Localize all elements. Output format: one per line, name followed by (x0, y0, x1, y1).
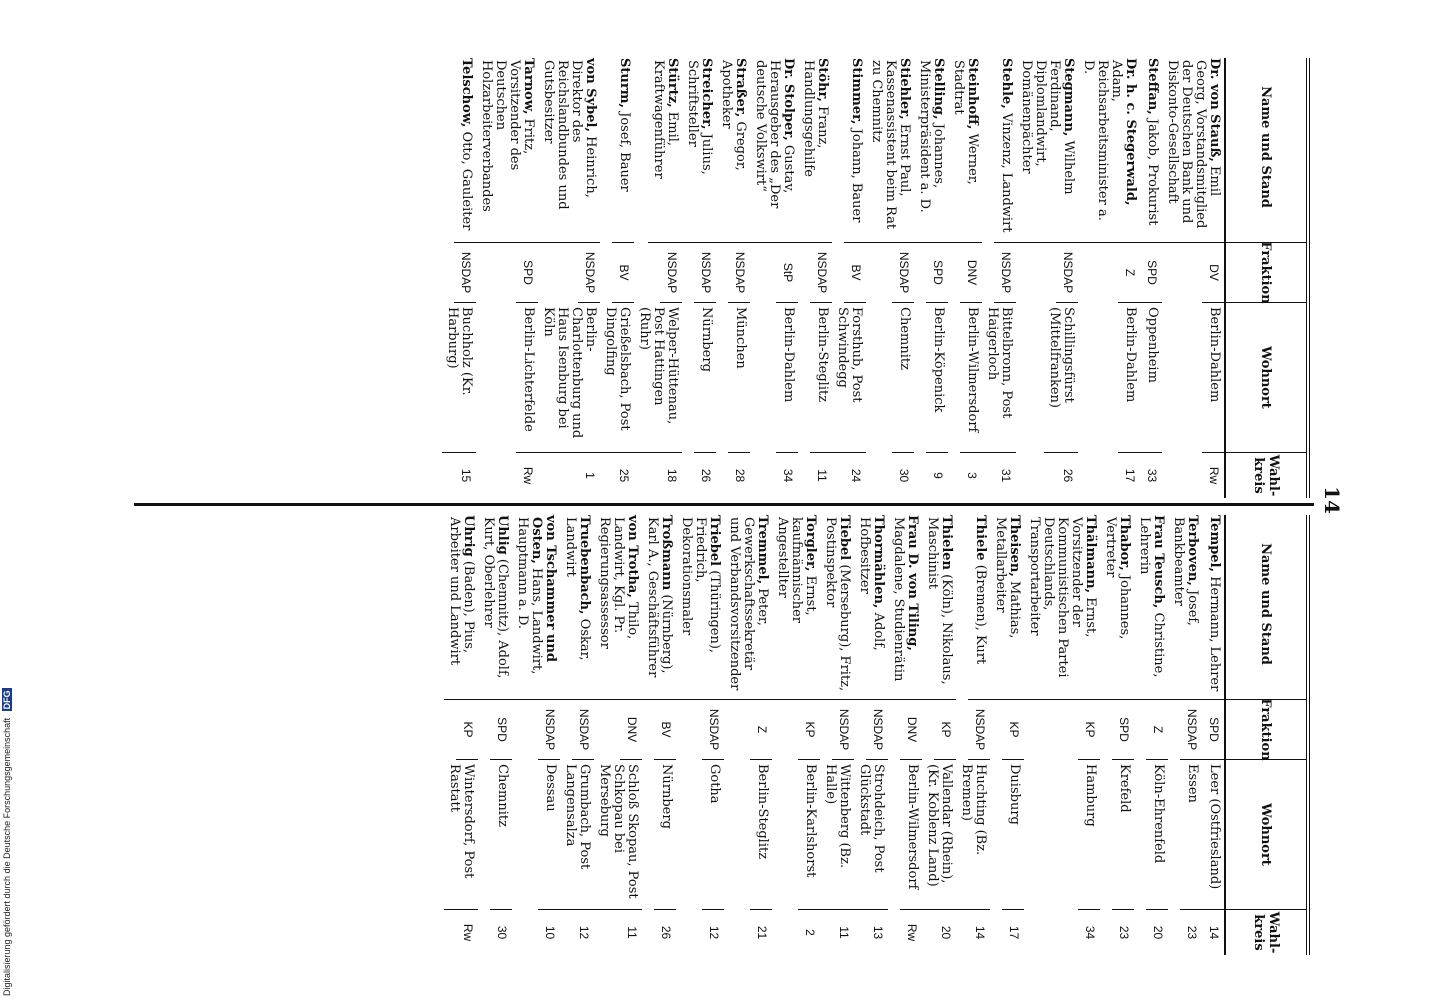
name-cell (922, 515, 956, 700)
wohnort-cell: Welper-Hüttenau, Post Hattingen (Ruhr) (634, 303, 682, 453)
fraktion-cell: Z (1146, 700, 1168, 760)
wahlkreis-cell: 33 (1145, 468, 1159, 483)
table-header (1224, 58, 1306, 498)
wohnort-cell: Wintersdorf, Post Rastatt (444, 760, 478, 910)
name-cell (512, 515, 560, 700)
wahlkreis-cell: 34 (1083, 925, 1097, 940)
table-right (444, 515, 1310, 955)
member-occupation: Franz, Handlungsgehilfe (801, 60, 830, 177)
wohnort-cell: Grießelsbach, Post Dingolfing (600, 303, 634, 453)
member-occupation: Fritz, Vorsitzender des Deutschen Holzarbeiterverbandes (479, 60, 536, 212)
wohnort-cell: Nürnberg (654, 760, 676, 910)
wohnort-cell: Köln-Ehrenfeld (1146, 760, 1168, 910)
wohnort-cell: Nürnberg (694, 303, 716, 453)
table-row (724, 515, 772, 955)
member-occupation: Adam, Reichsarbeitsminister a. D. (1081, 60, 1124, 221)
table-row (888, 515, 922, 955)
member-name: Tiebel (837, 515, 852, 561)
wohnort-cell: Berlin-Dahlem (1118, 303, 1140, 453)
fraktion-cell: NSDAP (994, 243, 1016, 303)
member-name: von Trotha, (625, 515, 640, 598)
wahlkreis-cell: 17 (1123, 468, 1137, 483)
table-row (798, 58, 832, 498)
member-occupation: Gregor, Apotheker (719, 60, 748, 171)
wohnort-cell: Forsthub, Post Schwindegg (832, 303, 866, 453)
name-cell (724, 515, 772, 700)
wohnort-cell: Dessau (538, 760, 560, 910)
member-name: Stiehler, (897, 58, 912, 120)
name-cell (444, 515, 478, 700)
fraktion-cell: BV (654, 700, 676, 760)
table-left (442, 58, 1310, 498)
wahlkreis-cell: 30 (495, 925, 509, 940)
wohnort-cell: Bittelbronn, Post Haigerloch (982, 303, 1016, 453)
name-cell (772, 515, 820, 700)
member-name: Stimmer, (849, 58, 864, 125)
wahlkreis-cell: 26 (1061, 468, 1075, 483)
member-occupation: (Köln), Nikolaus, Maschinist (925, 517, 954, 685)
name-cell (676, 515, 724, 700)
member-name: Stöhr, (815, 58, 830, 102)
member-occupation: Ernst, Vorsitzender der Kommunistischen Partei Deutschlands, Transportarbeiter (1027, 517, 1098, 678)
wahlkreis-cell: 2 (803, 929, 817, 936)
member-occupation: Gustav, Herausgeber des „Der deutsche Volkswirt“ (753, 60, 796, 209)
member-name: Thielen (939, 515, 954, 570)
member-name: von Sybel, (583, 58, 598, 132)
wahlkreis-cell: 23 (1185, 925, 1199, 940)
wahlkreis-cell: 14 (973, 925, 987, 940)
name-cell (454, 58, 476, 243)
member-occupation: Christine, Lehrerin (1137, 517, 1166, 678)
name-cell (1162, 58, 1224, 243)
wahlkreis-cell: 3 (965, 472, 979, 479)
wohnort-cell: Berlin-Lichterfelde (516, 303, 538, 453)
header-fraktion: Fraktion (1226, 243, 1306, 303)
wahlkreis-cell: 12 (707, 925, 721, 940)
table-row (560, 515, 594, 955)
member-occupation: (Baden), Pius, Arbeiter und Landwirt (447, 517, 476, 666)
member-name: Thormählen, (871, 515, 886, 609)
wahlkreis-cell: 13 (871, 925, 885, 940)
wahlkreis-cell: Rw (1207, 466, 1221, 485)
wohnort-cell: Berlin-Karlshorst (798, 760, 820, 910)
name-cell (854, 515, 888, 700)
wahlkreis-cell: 12 (577, 925, 591, 940)
fraktion-cell: NSDAP (538, 700, 560, 760)
member-occupation: Wilhelm Ferdinand, Diplomlandwirt, Domänenpächter (1019, 60, 1076, 195)
fraktion-cell: KP (1002, 700, 1024, 760)
wohnort-cell: Gotha (702, 760, 724, 910)
name-cell (1140, 58, 1162, 243)
wohnort-cell: Wittenberg (Bz. Halle) (820, 760, 854, 910)
member-name: Stehle, (999, 58, 1014, 109)
member-name: Sturm, (617, 58, 632, 108)
table-row (1168, 515, 1202, 955)
name-cell (478, 515, 512, 700)
fraktion-cell: DNV (620, 700, 642, 760)
page-number: 14 (1320, 486, 1344, 514)
table-body (444, 515, 1224, 955)
header-wahlkreis: Wahl-kreis (1251, 454, 1281, 497)
wohnort-cell: Duisburg (1002, 760, 1024, 910)
fraktion-cell: NSDAP (728, 243, 750, 303)
table-row (1100, 515, 1134, 955)
fraktion-cell: NSDAP (1056, 243, 1078, 303)
wahlkreis-cell: 25 (617, 468, 631, 483)
fraktion-cell: NSDAP (454, 243, 476, 303)
wohnort-cell: Hamburg (1078, 760, 1100, 910)
name-cell (820, 515, 854, 700)
wohnort-cell: Chemnitz (490, 760, 512, 910)
fraktion-cell: NSDAP (702, 700, 724, 760)
member-name: Theisen, (1007, 515, 1022, 577)
member-occupation: Johannes, Vertreter (1103, 517, 1132, 640)
dfg-credit (2, 6, 12, 996)
fraktion-cell: SPD (1112, 700, 1134, 760)
member-occupation: Julius, Schriftsteller (685, 60, 714, 175)
wohnort-cell: Chemnitz (892, 303, 914, 453)
wahlkreis-cell: 21 (755, 925, 769, 940)
name-cell (798, 58, 832, 243)
member-name: Frau Teusch, (1151, 515, 1166, 609)
member-occupation: Hans, Landwirt, Hauptmann a. D. (515, 517, 544, 675)
dfg-credit-text: Digitalisierung gefördert durch die Deutsche Forschungsgemeinschaft (2, 717, 12, 996)
wahlkreis-cell: 26 (659, 925, 673, 940)
member-name: von Tschammer und Osten, (529, 515, 558, 662)
member-name: Truebenbach, (577, 515, 592, 615)
member-occupation: Johann, Bauer (849, 128, 864, 223)
name-cell (716, 58, 750, 243)
wahlkreis-cell: 24 (849, 468, 863, 483)
table-row (642, 515, 676, 955)
name-cell (682, 58, 716, 243)
table-row (594, 515, 642, 955)
member-name: Stürtz, (665, 58, 680, 108)
name-cell (990, 515, 1024, 700)
table-row (990, 515, 1024, 955)
dfg-logo: DFG (2, 690, 12, 710)
table-row (1202, 515, 1224, 955)
member-name: Straßer, (733, 58, 748, 118)
name-cell (476, 58, 538, 243)
name-cell (1100, 515, 1134, 700)
wohnort-cell: Leer (Ostfriesland) (1202, 760, 1224, 910)
member-name: Frau D. von Tiling, (905, 515, 920, 651)
wohnort-cell: Huchting (Bz. Bremen) (956, 760, 990, 910)
member-name: Telschow, (459, 58, 474, 128)
fraktion-cell: SPD (490, 700, 512, 760)
table-row (600, 58, 634, 498)
name-cell (844, 58, 866, 243)
wahlkreis-cell: Rw (905, 923, 919, 942)
table-row (1140, 58, 1162, 498)
wohnort-cell: Vallendar (Rhein), (Kr. Koblenz Land) (922, 760, 956, 910)
member-occupation: Heinrich, Direktor des Reichslandbundes und Gutsbesitzer (541, 60, 598, 210)
wohnort-cell: Berlin-Köpenick (926, 303, 948, 453)
table-row (832, 58, 866, 498)
member-occupation: Josef, Bauer (617, 112, 632, 192)
fraktion-cell: BV (612, 243, 634, 303)
table-row (538, 58, 600, 498)
wahlkreis-cell: 31 (999, 468, 1013, 483)
name-cell (1024, 515, 1100, 700)
table-row (444, 515, 478, 955)
fraktion-cell: NSDAP (810, 243, 832, 303)
name-cell (612, 58, 634, 243)
header-wohnort: Wohnort (1226, 303, 1306, 453)
member-occupation: (Thüringen), Friedrich, Dekorationsmaler (679, 517, 722, 654)
table-row (682, 58, 716, 498)
name-cell (1168, 515, 1202, 700)
wahlkreis-cell: 11 (837, 926, 851, 939)
wohnort-cell: Grumbach, Post Langensalza (560, 760, 594, 910)
table-row (442, 58, 476, 498)
name-cell (1016, 58, 1078, 243)
member-occupation: Peter, Gewerkschaftssekretär und Verbandsvorsitzender (727, 517, 770, 691)
wahlkreis-cell: 20 (939, 925, 953, 940)
fraktion-cell: SPD (1202, 700, 1224, 760)
header-name: Name und Stand (1226, 515, 1306, 700)
fraktion-cell: DV (1202, 243, 1224, 303)
header-wohnort: Wohnort (1226, 760, 1306, 910)
wohnort-cell: Essen (1180, 760, 1202, 910)
wahlkreis-cell: 9 (931, 472, 945, 479)
table-row (716, 58, 750, 498)
member-name: Dr. Stolper, (781, 58, 796, 141)
wahlkreis-cell: 28 (733, 468, 747, 483)
member-name: Uhrig (461, 515, 476, 557)
wahlkreis-cell: 18 (665, 468, 679, 483)
fraktion-cell: DNV (900, 700, 922, 760)
fraktion-cell: NSDAP (866, 700, 888, 760)
member-name: Terboven, (1185, 515, 1200, 586)
wahlkreis-cell: 14 (1207, 925, 1221, 940)
wohnort-cell: Schloß Skopau, Post Schkopau bei Merseburg (594, 760, 642, 910)
table-row (866, 58, 914, 498)
name-cell (648, 58, 682, 243)
member-name: Tremmel, (755, 515, 770, 585)
fraktion-cell: DNV (960, 243, 982, 303)
table-row (982, 58, 1016, 498)
member-name: Dr. h. c. Stegerwald, (1123, 58, 1138, 206)
name-cell (1078, 58, 1140, 243)
fraktion-cell: Z (1118, 243, 1140, 303)
member-name: Troßmann (659, 515, 674, 591)
table-row (922, 515, 956, 955)
header-fraktion: Fraktion (1226, 700, 1306, 760)
fraktion-cell: NSDAP (660, 243, 682, 303)
wohnort-cell: Strohdeich, Post Glückstadt (854, 760, 888, 910)
member-occupation: Hermann, Lehrer (1207, 576, 1222, 692)
member-name: Uhlig (495, 515, 510, 555)
member-occupation: Josef, Bankbeamter (1171, 517, 1200, 626)
table-row (512, 515, 560, 955)
header-name: Name und Stand (1226, 58, 1306, 243)
member-occupation: Emil, Kraftwagenführer (651, 60, 680, 179)
member-name: Tempel, (1207, 515, 1222, 573)
member-name: Stelling, (931, 58, 946, 120)
wohnort-cell: Oppenheim (1140, 303, 1162, 453)
wahlkreis-cell: 10 (543, 925, 557, 940)
fraktion-cell: BV (844, 243, 866, 303)
wohnort-cell: Krefeld (1112, 760, 1134, 910)
name-cell (750, 58, 798, 243)
member-name: Thiele (973, 515, 988, 561)
column-divider (134, 503, 1314, 506)
name-cell (538, 58, 600, 243)
fraktion-cell: NSDAP (892, 243, 914, 303)
wahlkreis-cell: 15 (459, 468, 473, 483)
table-row (914, 58, 948, 498)
fraktion-cell: StP (776, 243, 798, 303)
fraktion-cell: KP (934, 700, 956, 760)
member-occupation: Thilo, Landwirt, Kgl. Pr. Regierungsassessor (597, 517, 640, 649)
member-occupation: Ernst Paul, Kassenassistent beim Rat zu Chemnitz (869, 60, 912, 230)
member-name: Steinhoff, (965, 58, 980, 130)
fraktion-cell: NSDAP (1180, 700, 1202, 760)
header-wahlkreis: Wahl-kreis (1251, 911, 1281, 954)
fraktion-cell: SPD (516, 243, 538, 303)
fraktion-cell: SPD (1140, 243, 1162, 303)
member-occupation: Werner, Stadtrat (951, 60, 980, 185)
table-row (1134, 515, 1168, 955)
table-row (1162, 58, 1224, 498)
member-occupation: Adolf, Hofbesitzer (857, 517, 886, 651)
name-cell (914, 58, 948, 243)
fraktion-cell: NSDAP (694, 243, 716, 303)
fraktion-cell: NSDAP (572, 700, 594, 760)
wahlkreis-cell: 26 (699, 468, 713, 483)
wohnort-cell: Berlin-Wilmersdorf (960, 303, 982, 453)
wohnort-cell: Schillingsfürst (Mittelfranken) (1044, 303, 1078, 453)
member-occupation: Mathias, Metallarbeiter (993, 517, 1022, 639)
fraktion-cell: Z (750, 700, 772, 760)
table-row (676, 515, 724, 955)
table-row (948, 58, 982, 498)
table-row (476, 58, 538, 498)
name-cell (560, 515, 594, 700)
fraktion-cell: NSDAP (968, 700, 990, 760)
member-occupation: (Chemnitz), Adolf, Kurt, Oberlehrer (481, 517, 510, 679)
table-row (634, 58, 682, 498)
member-occupation: Vinzenz, Landwirt (999, 113, 1014, 233)
member-occupation: Oskar, Landwirt (563, 517, 592, 661)
wohnort-cell: Berlin-Charlottenburg und Haus Isenburg bei Köln (538, 303, 600, 453)
wahlkreis-cell: Rw (521, 466, 535, 485)
table-row (1016, 58, 1078, 498)
table-row (750, 58, 798, 498)
wohnort-cell: Buchholz (Kr. Harburg) (442, 303, 476, 453)
name-cell (968, 515, 990, 700)
fraktion-cell: NSDAP (578, 243, 600, 303)
member-occupation: Johannes, Ministerpräsident a. D. (917, 60, 946, 213)
member-occupation: (Merseburg), Fritz, Postinspektor (823, 517, 852, 692)
table-row (772, 515, 820, 955)
table-row (1078, 58, 1140, 498)
wahlkreis-cell: 11 (815, 469, 829, 482)
table-row (854, 515, 888, 955)
name-cell (948, 58, 982, 243)
wohnort-cell: Berlin-Dahlem (776, 303, 798, 453)
name-cell (888, 515, 922, 700)
member-name: Torgler, (803, 515, 818, 572)
wahlkreis-cell: 1 (583, 472, 597, 479)
wohnort-cell: Berlin-Dahlem (1202, 303, 1224, 453)
wahlkreis-cell: 30 (897, 468, 911, 483)
name-cell (1134, 515, 1168, 700)
wohnort-cell: München (728, 303, 750, 453)
fraktion-cell: NSDAP (832, 700, 854, 760)
name-cell (642, 515, 676, 700)
member-name: Steffan, (1145, 58, 1160, 115)
wahlkreis-cell: Rw (461, 923, 475, 942)
name-cell (1202, 515, 1224, 700)
member-occupation: Magdalene, Studienrätin (891, 517, 906, 682)
table-body (442, 58, 1224, 498)
fraktion-cell: KP (798, 700, 820, 760)
wohnort-cell: Berlin-Wilmersdorf (900, 760, 922, 910)
member-occupation: Otto, Gauleiter (459, 131, 474, 231)
table-row (478, 515, 512, 955)
table-row (820, 515, 854, 955)
member-occupation: Emil Georg, Vorstandsmitglied der Deutschen Bank und Diskonto-Gesellschaft (1165, 60, 1222, 229)
wahlkreis-cell: 11 (625, 926, 639, 939)
name-cell (866, 58, 914, 243)
member-name: Triebel (707, 515, 722, 567)
wahlkreis-cell: 23 (1117, 925, 1131, 940)
member-name: Stegmann, (1061, 58, 1076, 137)
table-row (956, 515, 990, 955)
member-name: Dr. von Stauß, (1207, 58, 1222, 162)
member-occupation: (Nürnberg), Karl A., Geschäftsführer (645, 517, 674, 678)
member-name: Streicher, (699, 58, 714, 130)
member-occupation: Jakob, Prokurist (1145, 118, 1160, 226)
fraktion-cell: KP (1078, 700, 1100, 760)
member-name: Thälmann, (1083, 515, 1098, 594)
name-cell (994, 58, 1016, 243)
wahlkreis-cell: 34 (781, 468, 795, 483)
member-occupation: Ernst, kaufmännischer Angestellter (775, 517, 818, 624)
member-name: Tarnow, (521, 58, 536, 115)
name-cell (594, 515, 642, 700)
table-row (1024, 515, 1100, 955)
wahlkreis-cell: 20 (1151, 925, 1165, 940)
fraktion-cell: SPD (926, 243, 948, 303)
wohnort-cell: Berlin-Steglitz (750, 760, 772, 910)
wohnort-cell: Berlin-Steglitz (810, 303, 832, 453)
table-header (1224, 515, 1306, 955)
wahlkreis-cell: 17 (1007, 925, 1021, 940)
member-occupation: (Bremen), Kurt (973, 564, 988, 665)
member-name: Thabor, (1117, 515, 1132, 571)
fraktion-cell: KP (456, 700, 478, 760)
